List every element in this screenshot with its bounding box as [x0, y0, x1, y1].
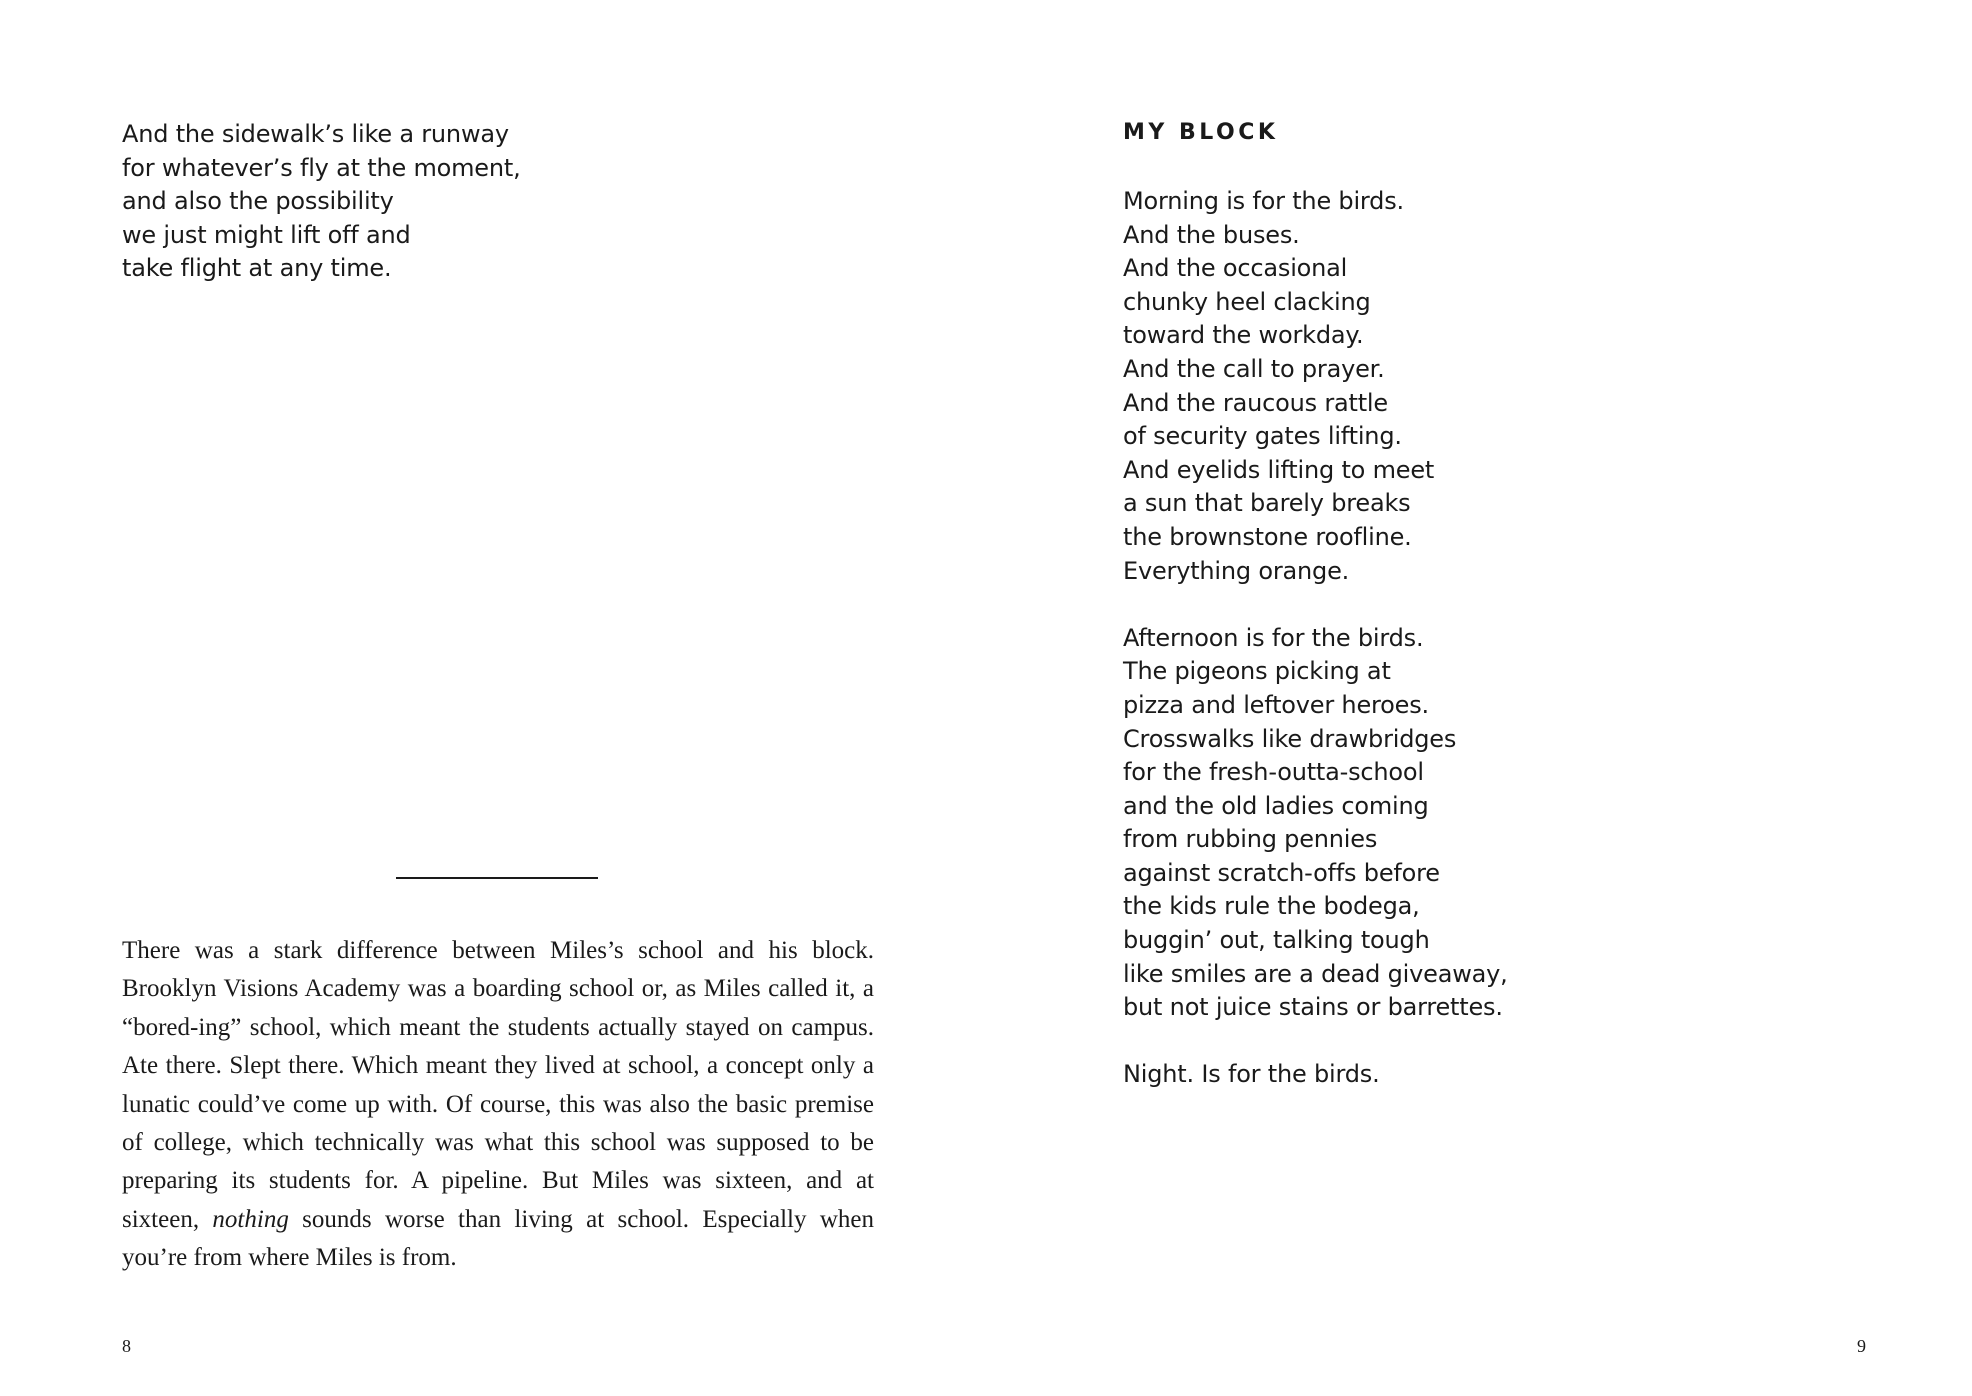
stanza-break — [1123, 1025, 1508, 1059]
poem-line: Night. Is for the birds. — [1123, 1060, 1380, 1089]
poem-line: for whatever’s fly at the moment, — [122, 153, 521, 182]
prose-paragraph — [122, 932, 874, 1278]
poem-line: pizza and leftover heroes. — [1123, 690, 1429, 719]
prose-text-end: sounds worse than living at school. Especially when you’re from where Miles is from. — [122, 1205, 874, 1272]
section-divider — [396, 877, 598, 879]
poem-continuation — [122, 118, 521, 286]
poem-line: Crosswalks like drawbridges — [1123, 724, 1457, 753]
prose-text: There was a stark difference between Miles’s school and his block. Brooklyn Visions Academy was a boarding school or, as Miles called it, a “bored-ing” school, which meant the students actually stayed on campus. Ate there. Slept there. Which meant they lived at school, a concept only a lunatic could’ve come up with. Of course, this was also the basic premise of college, which technically was what this school was supposed to be preparing its students for. A pipeline. But Miles was sixteen, and at sixteen, — [122, 937, 874, 1233]
poem-line: And the raucous rattle — [1123, 388, 1388, 417]
page-number-right: 9 — [1857, 1336, 1866, 1356]
poem-line: Everything orange. — [1123, 556, 1350, 585]
poem-my-block — [1123, 185, 1508, 1092]
poem-line: And the buses. — [1123, 220, 1300, 249]
poem-line: for the fresh-outta-school — [1123, 758, 1424, 787]
poem-line: the brownstone roofline. — [1123, 522, 1412, 551]
poem-line: Afternoon is for the birds. — [1123, 623, 1424, 652]
stanza-break — [1123, 588, 1508, 622]
poem-title: MY BLOCK — [1123, 120, 1279, 145]
poem-line: and the old ladies coming — [1123, 791, 1429, 820]
poem-line: And eyelids lifting to meet — [1123, 455, 1435, 484]
poem-line: of security gates lifting. — [1123, 422, 1402, 451]
poem-line: toward the workday. — [1123, 321, 1364, 350]
poem-line: buggin’ out, talking tough — [1123, 926, 1430, 955]
poem-line: from rubbing pennies — [1123, 825, 1378, 854]
page-number-left: 8 — [122, 1336, 131, 1356]
poem-line: the kids rule the bodega, — [1123, 892, 1420, 921]
poem-line: but not juice stains or barrettes. — [1123, 993, 1503, 1022]
poem-line: chunky heel clacking — [1123, 287, 1371, 316]
right-page — [986, 0, 1972, 1396]
poem-line: The pigeons picking at — [1123, 657, 1391, 686]
poem-line: And the call to prayer. — [1123, 354, 1385, 383]
poem-line: And the occasional — [1123, 254, 1348, 283]
poem-line: we just might lift off and — [122, 220, 411, 249]
poem-line: Morning is for the birds. — [1123, 187, 1404, 215]
prose-italic-word: nothing — [212, 1205, 289, 1233]
poem-line: and also the possibility — [122, 187, 394, 216]
poem-line: a sun that barely breaks — [1123, 489, 1411, 518]
poem-line: take flight at any time. — [122, 254, 392, 283]
poem-line: against scratch-offs before — [1123, 858, 1440, 887]
poem-line: like smiles are a dead giveaway, — [1123, 959, 1508, 988]
poem-line: And the sidewalk’s like a runway — [122, 120, 509, 148]
